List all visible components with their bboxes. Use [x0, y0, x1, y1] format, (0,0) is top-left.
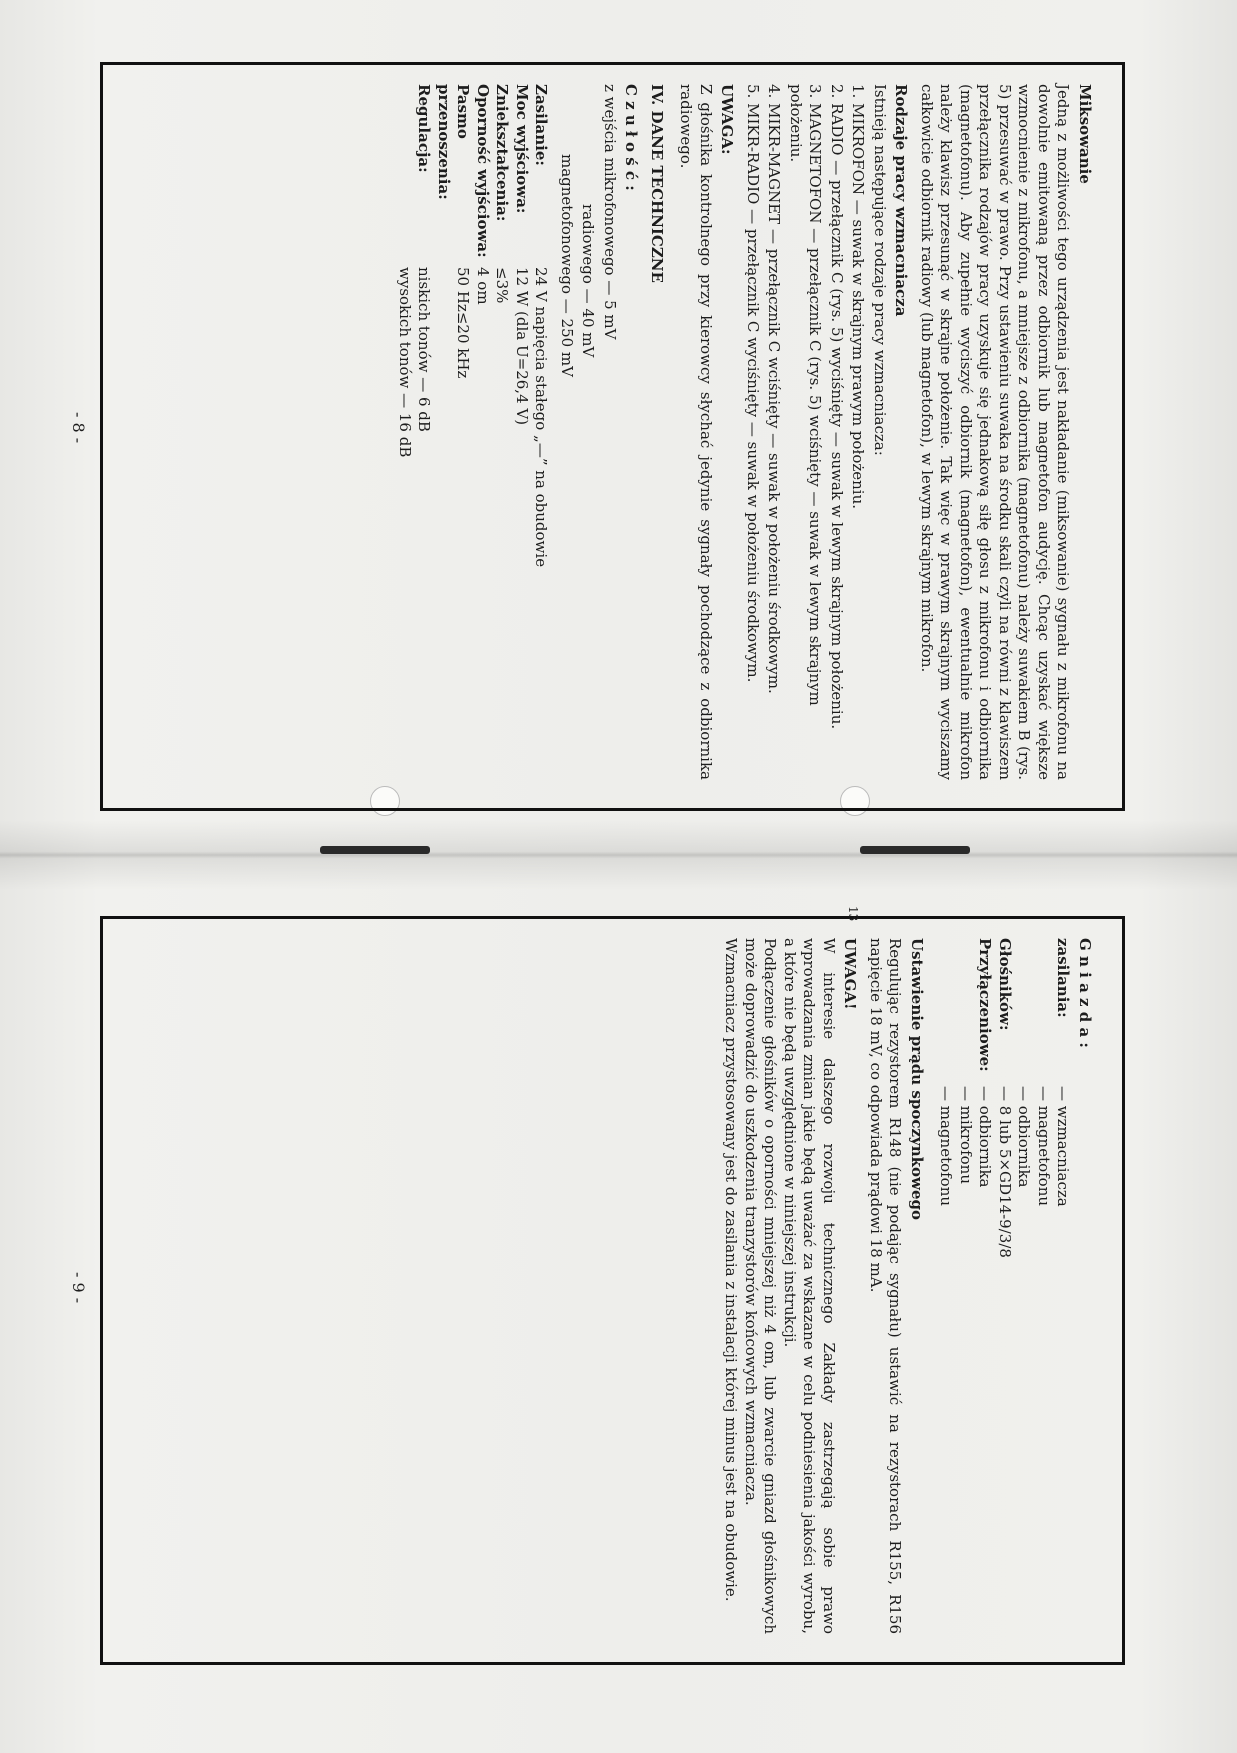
czulosc-line: z wejścia mikrofonowego — 5 mV — [601, 84, 619, 340]
center-fold — [0, 820, 1237, 890]
gniazda-key: zasilania: — [1054, 938, 1073, 1018]
czulosc-line: radiowego — 40 mV — [579, 204, 598, 358]
page-9 — [110, 926, 1110, 1646]
mode-item: 2. RADIO — przełącznik C (rys. 5) wyciśnięty — suwak w lewym skrajnym położeniu. — [828, 84, 846, 730]
gniazda-key: Przyłączeniowe: — [976, 938, 995, 1072]
gniazda-value: — wzmacniacza — [1054, 1086, 1073, 1207]
uwaga-text: Z głośnika kontrolnego przy kierowcy słychać jedynie sygnały pochodzące z odbiornika radiowego. — [677, 84, 715, 780]
gniazda-value: — odbiornika — [976, 1086, 995, 1188]
gniazda-heading: G n i a z d a : — [1076, 938, 1094, 1048]
mode-item: 5. MIKR-RADIO — przełącznik C wyciśnięty — suwak w położeniu środkowym. — [744, 84, 762, 683]
modes-heading: Rodzaje pracy wzmacniacza — [892, 84, 911, 317]
prad-text: Regulując rezystorem R148 (nie podając sygnału) ustawić na rezystorach R155, R156 napięcie 18 mV, co odpowiada prądowi 18 mA. — [867, 938, 905, 1634]
spec-value: niskich tonów — 6 dB — [415, 267, 434, 432]
spec-value: wysokich tonów — 16 dB — [396, 267, 414, 458]
staple-left — [320, 846, 430, 854]
mode-item: 4. MIKR-MAGNET — przełącznik C wciśnięty — suwak w położeniu środkowym. — [765, 84, 784, 694]
spec-value: ≤3% — [493, 267, 512, 304]
spec-key: Regulacja: — [415, 84, 434, 173]
section-heading: IV. DANE TECHNICZNE — [648, 84, 666, 283]
gniazda-key: Głośników: — [996, 938, 1014, 1031]
spec-key: Zasilanie: — [532, 84, 551, 166]
mode-item: 3. MAGNETOFON — przełącznik C (rys. 5) wciśnięty — suwak w lewym skrajnym położeniu. — [787, 84, 825, 706]
spec-key — [395, 84, 415, 259]
uwaga-text: W interesie dalszego rozwoju technicznego Zakłady zastrzegają sobie prawo wprowadzania zmian jakie będą uważać za wskazane w celu podniesienia jakości wyrobu, a które nie będą uwzględnione w niniejszej instrukcji. — [781, 938, 838, 1634]
gniazda-value: — magnetofonu — [937, 1086, 956, 1207]
gniazda-value: — magnetofonu — [1035, 1086, 1053, 1207]
spec-value: 4 om — [474, 267, 492, 305]
page-8 — [110, 72, 1110, 792]
uwaga-text: Podłączenie głośników o oporności mniejszej niż 4 om, lub zwarcie gniazd głośnikowych może doprowadzić do uszkodzenia tranzystorów końcowych wzmacniacza. — [742, 938, 780, 1634]
gniazda-key — [936, 938, 956, 1078]
uwaga-heading: UWAGA: — [718, 84, 737, 155]
page-mark: 13 — [846, 906, 860, 922]
spec-key: Oporność wyjściowa: — [474, 84, 492, 258]
miksowanie-heading: Miksowanie — [1076, 84, 1094, 184]
specs-table — [395, 84, 551, 780]
gniazda-key — [956, 938, 976, 1078]
gniazda-key — [1014, 938, 1034, 1078]
prad-heading: Ustawienie prądu spoczynkowego — [908, 938, 926, 1220]
spec-key: Zniekształcenia: — [493, 84, 512, 222]
spec-value: 12 W (dla U=26,4 V) — [513, 267, 531, 426]
spec-value: 24 V napięcia stałego „—” na obudowie — [532, 267, 551, 568]
gniazda-table — [936, 938, 1073, 1634]
page-number: - 9 - — [69, 1272, 88, 1304]
mode-item: 1. MIKROFON — suwak w skrajnym prawym położeniu. — [849, 84, 868, 510]
modes-intro: Istnieją następujące rodzaje pracy wzmacniacza: — [871, 84, 889, 456]
page-number: - 8 - — [69, 412, 88, 444]
spec-key: Pasmo przenoszenia: — [435, 84, 473, 200]
gniazda-value: — odbiornika — [1015, 1086, 1034, 1188]
czulosc-heading: C z u ł o ś ć : — [622, 84, 641, 191]
spec-key: Moc wyjściowa: — [513, 84, 531, 214]
staple-right — [860, 846, 970, 854]
spec-value: 50 Hz≤20 kHz — [454, 267, 473, 379]
uwaga-text: Wzmacniacz przystosowany jest do zasilania z instalacji której minus jest na obudowie. — [722, 938, 741, 1602]
gniazda-key — [1034, 938, 1054, 1078]
czulosc-line: magnetofonowego — 250 mV — [558, 154, 576, 377]
gniazda-value: — 8 lub 5×GD14-9/3/8 — [996, 1086, 1014, 1258]
gniazda-value: — mikrofonu — [957, 1086, 975, 1184]
miksowanie-text: Jedną z możliwości tego urządzenia jest nakładanie (miksowanie) sygnału z mikrofonu na dowolnie emitowaną przez odbiornik lub magnetofon audycję. Chcąc uzyskać większe wzmocnienie z mikrofonu, a mniejsze z odbiornika (magnetofonu) należy suwakiem B (rys. 5) przesuwać w prawo. Przy ustawieniu suwaka na środku skali czyli na równi z klawiszem przełącznika rodzajów pracy uzyskuje się jednakową siłę głosu z mikrofonu i odbiornika (magnetofonu). Aby zupełnie wyciszyć odbiornik (magnetofon), ewentualnie mikrofon należy klawisz przesunąć w skrajne położenie. Tak więc w prawym skrajnym wyciszamy całkowicie odbiornik radiowy (lub magnetofon), w lewym skrajnym mikrofon. — [918, 84, 1073, 780]
uwaga-heading: UWAGA! — [841, 938, 860, 1010]
